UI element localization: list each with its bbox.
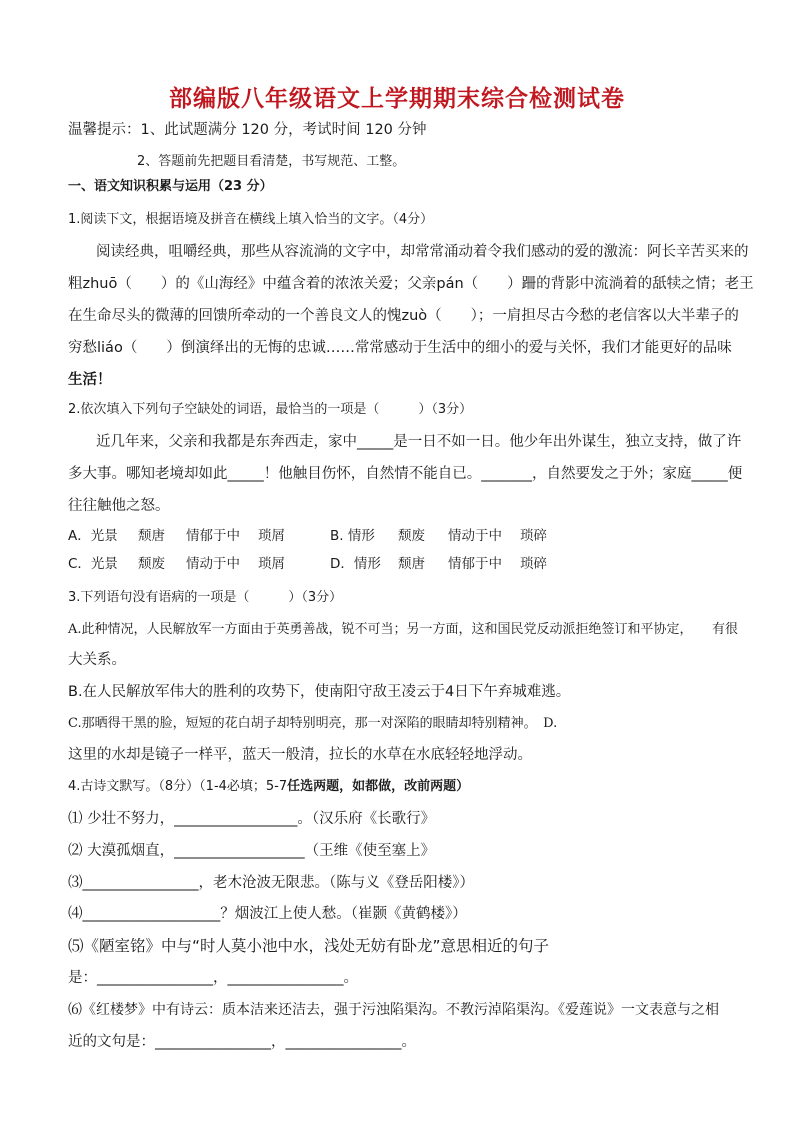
option-word: 情动于中 xyxy=(448,528,502,544)
option-word: 琐屑 xyxy=(258,556,285,572)
question-4-item-6-line-2: 近的文句是：________________，________________。 xyxy=(68,1034,416,1050)
question-1-line-2: 粗zhuō（ ）的《山海经》中蕴含着的浓浓关爱；父亲pán（ ）跚的背影中流淌着的舐犊之情；老王 xyxy=(68,276,754,292)
question-2-line-2: 多大事。哪知老境却如此_____！他触目伤怀，自然情不能自已。_______，自然要发之于外；家庭_____便 xyxy=(68,466,743,482)
question-3-option-b: B.在人民解放军伟大的胜利的攻势下，使南阳守敌王凌云于4日下午弃城难逃。 xyxy=(68,684,571,700)
question-4-item-6-line-1: ⑹《红楼梦》中有诗云：质本洁来还洁去，强于污浊陷渠沟。不教污淖陷渠沟。《爱莲说》一文表意与之相 xyxy=(68,1002,719,1018)
question-4-stem xyxy=(68,777,469,797)
option-c xyxy=(68,554,328,574)
question-2-stem: 2.依次填入下列句子空缺处的词语，最恰当的一项是（ ）（3分） xyxy=(68,402,473,417)
option-word: 颓唐 xyxy=(138,528,165,544)
option-label: D．情形 xyxy=(330,556,381,572)
option-label: C．光景 xyxy=(68,556,118,572)
question-3-stem: 3.下列语句没有语病的一项是（ ）（3分） xyxy=(68,590,343,605)
option-word: 情动于中 xyxy=(186,556,240,572)
option-label: B. 情形 xyxy=(330,528,375,544)
tip-line-2: 2、答题前先把题目看清楚，书写规范、工整。 xyxy=(137,154,406,169)
option-word: 情郁于中 xyxy=(186,528,240,544)
option-word: 颓废 xyxy=(398,528,425,544)
question-1-line-4: 穷愁liáo（ ）倒演绎出的无悔的忠诚……常常感动于生活中的细小的爱与关怀，我们才能更好的品味 xyxy=(68,340,732,356)
option-word: 情郁于中 xyxy=(448,556,502,572)
option-word: 琐碎 xyxy=(520,556,547,572)
question-4-item-5-line-1: ⑸《陋室铭》中与“时人莫小池中水，浅处无妨有卧龙”意思相近的句子 xyxy=(68,937,550,955)
question-1-line-3: 在生命尽头的微薄的回馈所牵动的一个善良文人的愧zuò（ ）；一肩担尽古今愁的老信客以大半辈子的 xyxy=(68,308,739,324)
tip-line-1: 温馨提示：1、此试题满分 120 分，考试时间 120 分钟 xyxy=(68,122,427,138)
option-label: A．光景 xyxy=(68,528,118,544)
question-4-item-2: ⑵ 大漠孤烟直，__________________（王维《使至塞上》 xyxy=(68,843,436,859)
question-4-stem-a: 4.古诗文默写。（8分）（1-4必填；5-7 xyxy=(68,779,288,794)
question-2-line-1: 近几年来，父亲和我都是东奔西走，家中_____是一日不如一日。他少年出外谋生，独立支持，做了许 xyxy=(96,434,742,450)
question-1-line-5: 生活！ xyxy=(68,372,112,388)
option-word: 琐碎 xyxy=(520,528,547,544)
question-1-stem: 1.阅读下文，根据语境及拼音在横线上填入恰当的文字。（4分） xyxy=(68,212,434,227)
question-3-option-c: C.那晒得干黑的脸，短短的花白胡子却特别明亮，那一对深陷的眼睛却特别精神。 D. xyxy=(68,716,558,731)
question-4-item-1: ⑴ 少壮不努力，_________________。（汉乐府《长歌行》 xyxy=(68,811,436,827)
question-4-item-3: ⑶________________，老木沧波无限悲。（陈与义《登岳阳楼》） xyxy=(68,875,474,891)
option-word: 颓唐 xyxy=(398,556,425,572)
question-3-option-d: 这里的水却是镜子一样平，蓝天一般清，拉长的水草在水底轻轻地浮动。 xyxy=(68,747,532,763)
option-b xyxy=(330,526,580,546)
question-1-line-1: 阅读经典，咀嚼经典，那些从容流淌的文字中，却常常涌动着令我们感动的爱的激流：阿长辛苦买来的 xyxy=(96,244,749,260)
option-word: 颓废 xyxy=(138,556,165,572)
question-3-option-a-line-2: 大关系。 xyxy=(68,652,126,668)
question-2-line-3: 往往触他之怒。 xyxy=(68,498,170,514)
section-heading: 一、语文知识积累与运用（23 分） xyxy=(68,179,273,194)
option-d xyxy=(330,554,580,574)
question-4-item-5-line-2: 是：________________，________________。 xyxy=(68,970,358,986)
page-title: 部编版八年级语文上学期期末综合检测试卷 xyxy=(169,85,625,112)
option-word: 琐屑 xyxy=(258,528,285,544)
question-4-item-4: ⑷___________________？烟波江上使人愁。（崔颢《黄鹤楼》） xyxy=(68,906,467,922)
option-a xyxy=(68,526,328,546)
question-4-stem-b: 任选两题，如都做，改前两题） xyxy=(287,779,470,794)
question-3-option-a-line-1: A.此种情况，人民解放军一方面由于英勇善战，锐不可当；另一方面，这和国民党反动派拒绝签订和平协定， 有很 xyxy=(68,622,739,637)
